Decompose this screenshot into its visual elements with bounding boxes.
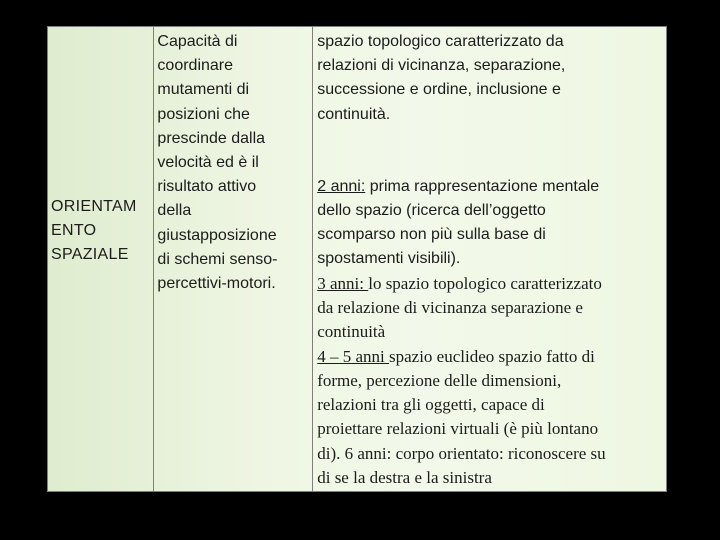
age2-text: prima rappresentazione mentale [365,177,600,195]
topic-label-line: ENTO [51,222,97,240]
content-table [47,26,667,492]
age45-line: forme, percezione delle dimensioni, [317,370,562,390]
spacer [317,127,666,151]
definition-line: posizioni che [157,105,250,123]
age3-line: da relazione di vicinanza separazione e [317,297,583,317]
topic-cell [48,27,154,492]
topic-label-line: SPAZIALE [51,246,129,264]
definition-cell [154,27,313,492]
definition-line: percettivi-motori. [157,275,276,293]
intro-line: relazioni di vicinanza, separazione, [317,57,566,75]
age2-line: spostamenti visibili). [317,250,461,268]
topic-label-line: ORIENTAM [51,198,137,215]
age2-line: scomparso non più sulla base di [317,226,546,244]
age45-line: di se la destra e la sinistra [317,468,492,487]
age2-line: dello spazio (ricerca dell’oggetto [317,202,546,220]
topic-label [51,195,137,268]
age2-heading: 2 anni: [317,177,366,195]
table-row [48,27,667,492]
age3-line [317,272,666,296]
definition-line: velocità ed è il [157,154,259,172]
age3-line: continuità [317,322,386,342]
intro-line: successione e ordine, inclusione e [317,81,561,99]
age2-line [317,175,666,199]
definition-line: Capacità di [157,33,238,50]
age45-line [317,345,666,369]
definition-line: coordinare [157,57,234,75]
age45-line: di). 6 anni: corpo orientato: riconoscere su [317,443,606,463]
development-cell [313,27,667,492]
definition-line: di schemi senso- [157,250,278,268]
age3-heading: 3 anni: [317,273,369,293]
age45-line: relazioni tra gli oggetti, capace di [317,395,545,415]
intro-line: continuità. [317,105,391,123]
definition-line: mutamenti di [157,81,250,99]
definition-line: prescinde dalla [157,129,266,147]
age45-line: proiettare relazioni virtuali (è più lontano [317,419,599,439]
intro-line: spazio topologico caratterizzato da [317,33,564,50]
age45-heading: 4 – 5 anni [317,346,389,366]
definition-text [154,27,312,296]
age3-text: lo spazio topologico caratterizzato [368,273,602,293]
spacer [317,151,666,175]
definition-line: della [157,202,192,220]
development-text [313,27,666,490]
age45-text: spazio euclideo spazio fatto di [389,346,595,366]
definition-line: risultato attivo [157,178,257,196]
definition-line: giustapposizione [157,226,277,244]
